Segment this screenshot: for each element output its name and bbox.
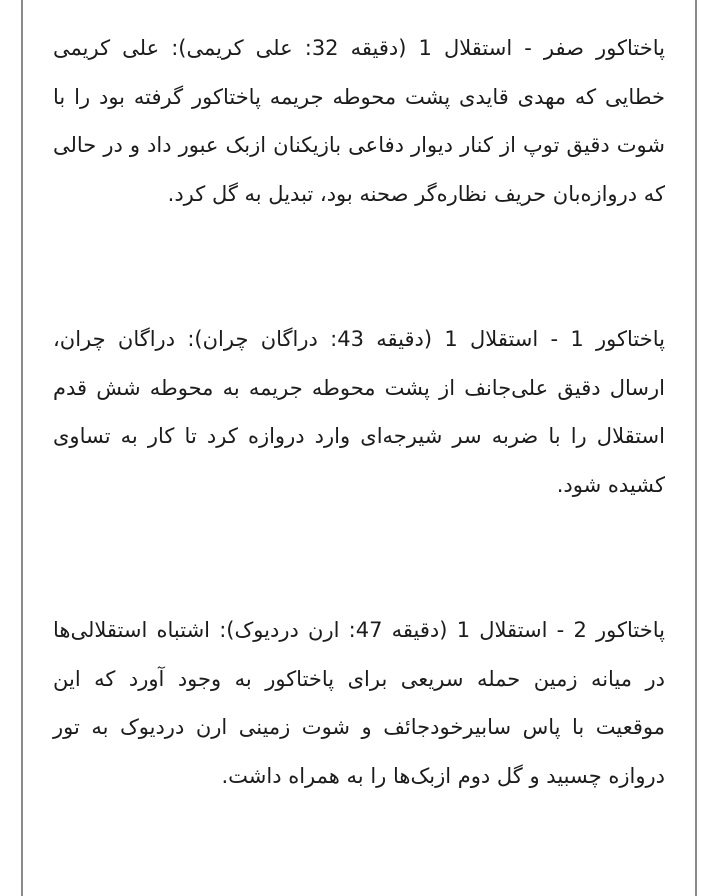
article-body [53, 24, 665, 800]
paragraph-goal-2: پاختاکور 1 - استقلال 1 (دقیقه 43: دراگان چران): دراگان چران، ارسال دقیق علی‌جانف از پشت محوطه جریمه به محوطه شش قدم استقلال را با ضربه سر شیرجه‌ای وارد دروازه کرد تا کار به تساوی کشیده شود. [53, 327, 665, 497]
paragraph-goal-3: پاختاکور 2 - استقلال 1 (دقیقه 47: ارن دردیوک): اشتباه استقلالی‌ها در میانه زمین حمله سریعی برای پاختاکور به وجود آورد که این موقعیت با پاس سابیرخودجائف و شوت زمینی ارن دردیوک به تور دروازه چسبید و گل دوم ازبک‌ها را به همراه داشت. [53, 618, 665, 788]
page-frame [21, 0, 697, 896]
paragraph-goal-1: پاختاکور صفر - استقلال 1 (دقیقه 32: علی کریمی): علی کریمی خطایی که مهدی قایدی پشت محوطه جریمه پاختاکور گرفته بود را با شوت دقیق توپ از کنار دیوار دفاعی بازیکنان ازبک عبور داد و در حالی که دروازه‌بان حریف نظاره‌گر صحنه بود، تبدیل به گل کرد. [53, 36, 665, 206]
